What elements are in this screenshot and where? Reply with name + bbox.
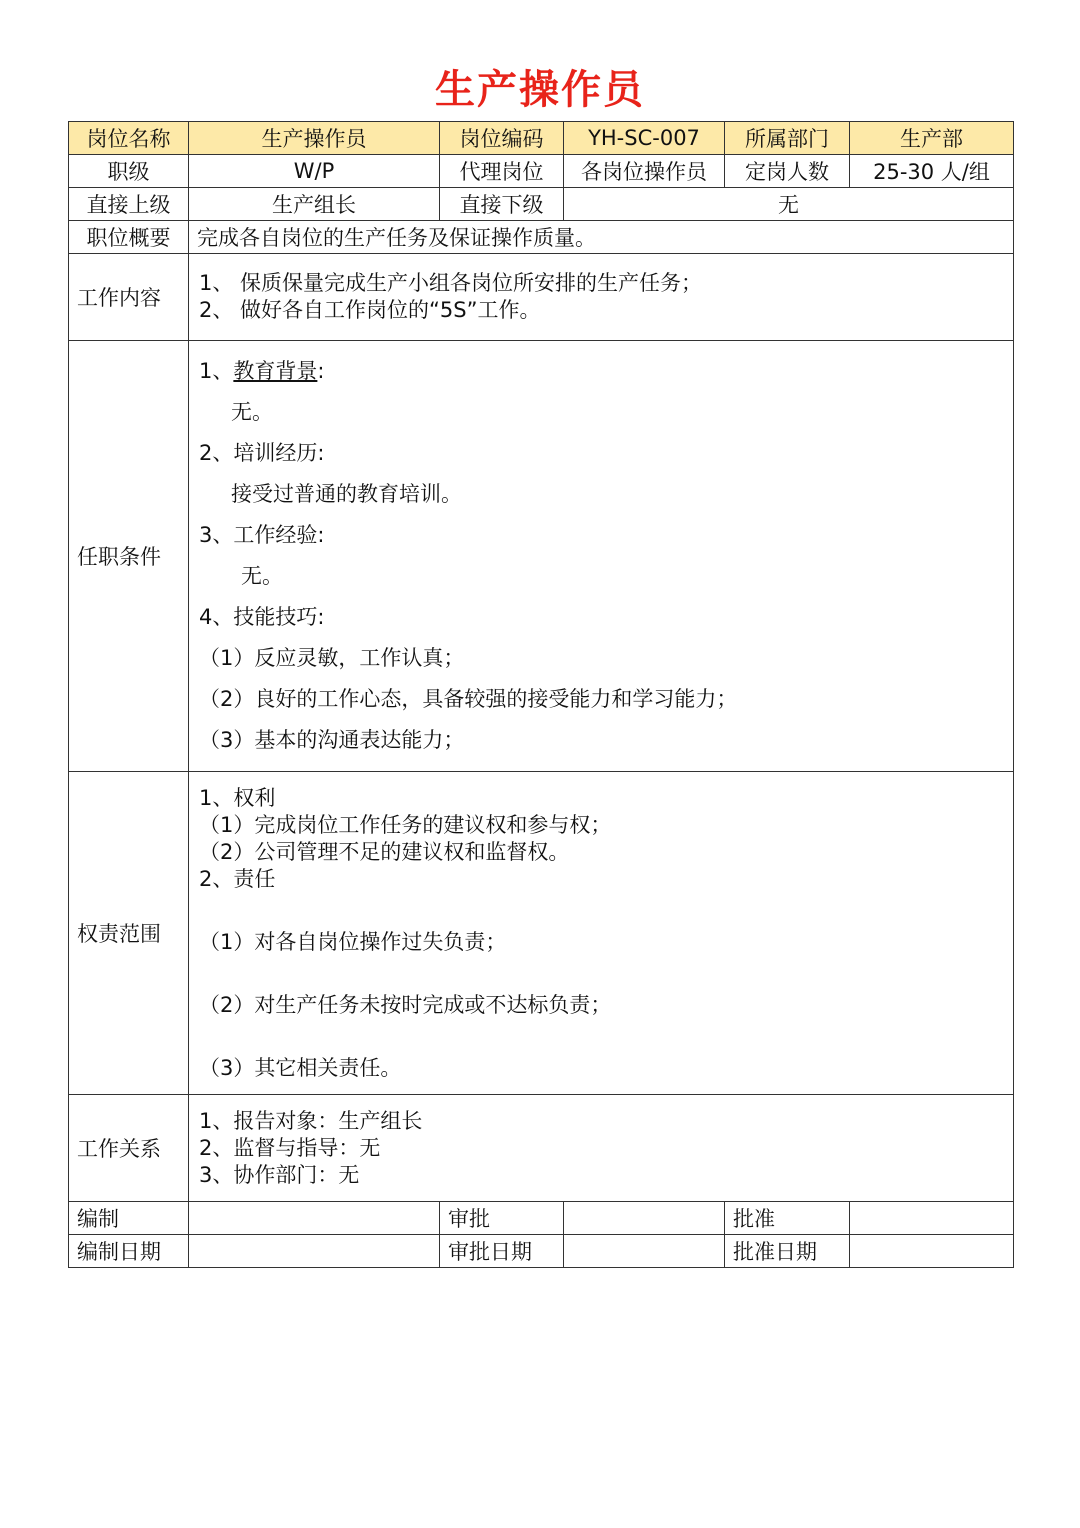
authority-content bbox=[189, 772, 1014, 1095]
superior-label: 直接上级 bbox=[69, 188, 189, 221]
right-item: （2）公司管理不足的建议权和监督权。 bbox=[199, 839, 570, 864]
level-row bbox=[69, 155, 1014, 188]
training-title: 2、培训经历: bbox=[199, 441, 325, 465]
qualifications-row bbox=[69, 341, 1014, 772]
relation-item: 3、协作部门：无 bbox=[199, 1162, 360, 1187]
education-value: 无。 bbox=[231, 400, 273, 424]
headcount-value: 25-30 人/组 bbox=[850, 155, 1014, 188]
post-name-label: 岗位名称 bbox=[69, 122, 189, 155]
signoff-row bbox=[69, 1202, 1014, 1235]
duties-content bbox=[189, 254, 1014, 341]
responsibility-item: （2）对生产任务未按时完成或不达标负责； bbox=[199, 992, 612, 1017]
right-item: （1）完成岗位工作任务的建议权和参与权； bbox=[199, 812, 612, 837]
duty-item: 2、 做好各自工作岗位的“5S”工作。 bbox=[199, 298, 541, 322]
ratified-label: 批准 bbox=[725, 1202, 850, 1235]
approved-date-label: 审批日期 bbox=[440, 1235, 564, 1268]
authority-row bbox=[69, 772, 1014, 1095]
relations-row bbox=[69, 1095, 1014, 1202]
qualifications-label: 任职条件 bbox=[69, 341, 189, 772]
experience-title: 3、工作经验: bbox=[199, 523, 325, 547]
level-label: 职级 bbox=[69, 155, 189, 188]
reporting-row bbox=[69, 188, 1014, 221]
education-title: 1、教育背景: bbox=[199, 359, 325, 383]
ratified-date-field[interactable] bbox=[850, 1235, 1014, 1268]
job-description-table bbox=[68, 121, 1014, 1268]
authority-label: 权责范围 bbox=[69, 772, 189, 1095]
dept-value: 生产部 bbox=[850, 122, 1014, 155]
ratified-date-label: 批准日期 bbox=[725, 1235, 850, 1268]
superior-value: 生产组长 bbox=[189, 188, 440, 221]
approved-date-field[interactable] bbox=[564, 1235, 725, 1268]
duty-item: 1、 保质保量完成生产小组各岗位所安排的生产任务； bbox=[199, 271, 703, 295]
dept-label: 所属部门 bbox=[725, 122, 850, 155]
duties-label: 工作内容 bbox=[69, 254, 189, 341]
post-code-label: 岗位编码 bbox=[440, 122, 564, 155]
prepared-field[interactable] bbox=[189, 1202, 440, 1235]
rights-title: 1、权利 bbox=[199, 785, 276, 810]
approved-field[interactable] bbox=[564, 1202, 725, 1235]
skill-item: （3）基本的沟通表达能力； bbox=[199, 728, 465, 752]
skill-item: （2）良好的工作心态，具备较强的接受能力和学习能力； bbox=[199, 687, 738, 711]
signoff-date-row bbox=[69, 1235, 1014, 1268]
approved-label: 审批 bbox=[440, 1202, 564, 1235]
experience-value: 无。 bbox=[241, 564, 283, 588]
ratified-field[interactable] bbox=[850, 1202, 1014, 1235]
summary-text: 完成各自岗位的生产任务及保证操作质量。 bbox=[189, 221, 1014, 254]
skills-title: 4、技能技巧: bbox=[199, 605, 325, 629]
headcount-label: 定岗人数 bbox=[725, 155, 850, 188]
deputy-label: 代理岗位 bbox=[440, 155, 564, 188]
page-title: 生产操作员 bbox=[435, 67, 645, 113]
post-code-value: YH-SC-007 bbox=[564, 122, 725, 155]
summary-label: 职位概要 bbox=[69, 221, 189, 254]
deputy-value: 各岗位操作员 bbox=[564, 155, 725, 188]
header-row bbox=[69, 122, 1014, 155]
skill-item: （1）反应灵敏，工作认真； bbox=[199, 646, 465, 670]
relation-item: 1、报告对象：生产组长 bbox=[199, 1108, 423, 1133]
post-name-value: 生产操作员 bbox=[189, 122, 440, 155]
qualifications-content bbox=[189, 341, 1014, 772]
prepared-date-field[interactable] bbox=[189, 1235, 440, 1268]
responsibility-item: （3）其它相关责任。 bbox=[199, 1055, 402, 1080]
prepared-label: 编制 bbox=[69, 1202, 189, 1235]
relation-item: 2、监督与指导：无 bbox=[199, 1135, 381, 1160]
training-value: 接受过普通的教育培训。 bbox=[231, 482, 462, 506]
responsibility-item: （1）对各自岗位操作过失负责； bbox=[199, 929, 507, 954]
summary-row bbox=[69, 221, 1014, 254]
subordinate-value: 无 bbox=[564, 188, 1014, 221]
relations-label: 工作关系 bbox=[69, 1095, 189, 1202]
level-value: W/P bbox=[189, 155, 440, 188]
subordinate-label: 直接下级 bbox=[440, 188, 564, 221]
relations-content bbox=[189, 1095, 1014, 1202]
responsibility-title: 2、责任 bbox=[199, 866, 276, 891]
prepared-date-label: 编制日期 bbox=[69, 1235, 189, 1268]
duties-row bbox=[69, 254, 1014, 341]
